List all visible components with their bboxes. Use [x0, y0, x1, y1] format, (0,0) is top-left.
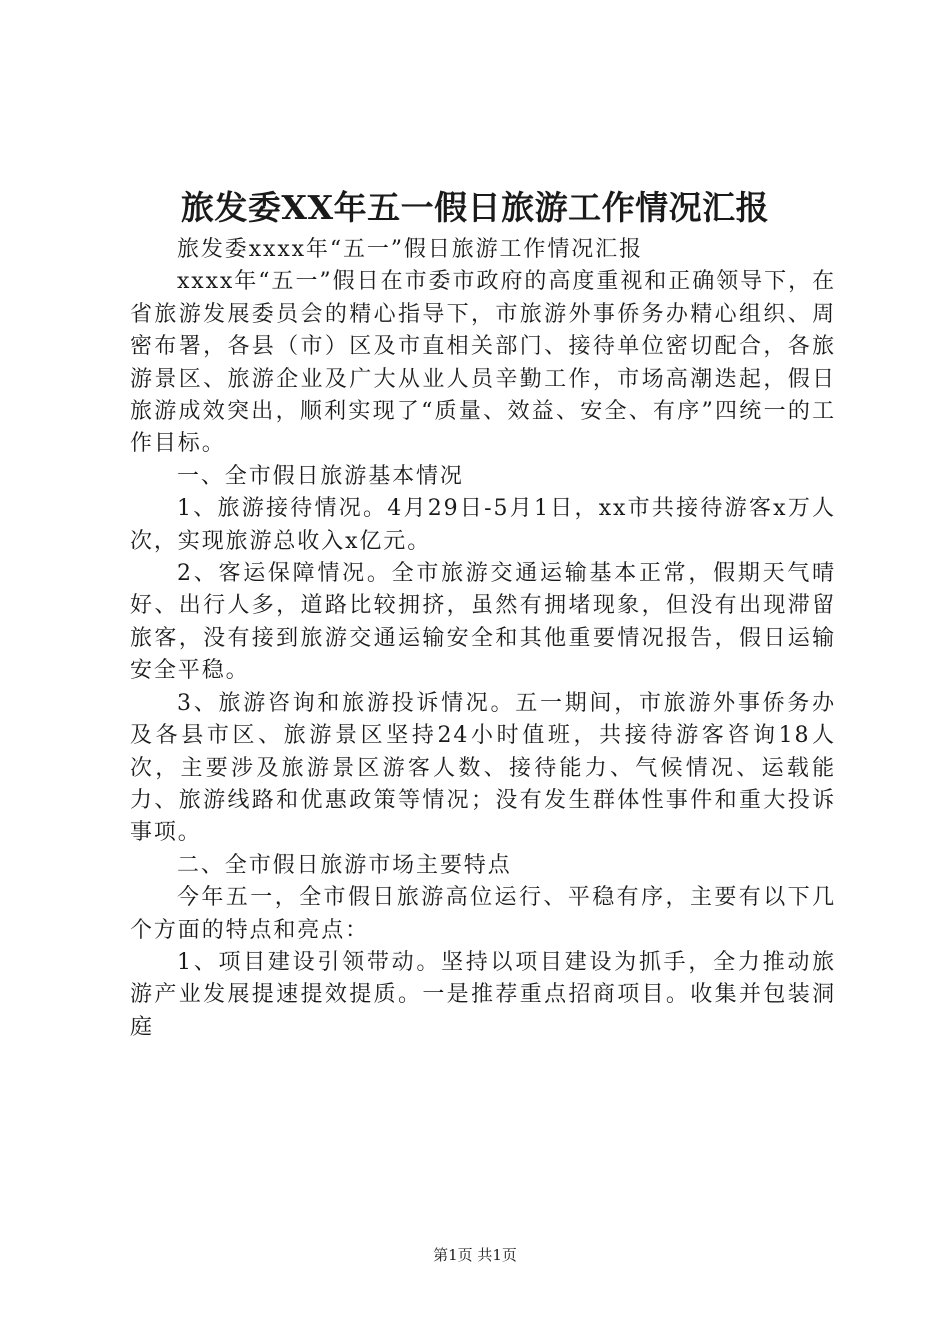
document-body — [130, 234, 836, 1044]
paragraph-subtitle: 旅发委xxxx年“五一”假日旅游工作情况汇报 — [177, 237, 643, 262]
section-heading-1: 一、全市假日旅游基本情况 — [177, 463, 464, 489]
paragraph-intro: xxxx年“五一”假日在市委市政府的高度重视和正确领导下，在省旅游发展委员会的精心指导下，市旅游外事侨务办精心组织、周密布署，各县（市）区及市直相关部门、接待单位密切配合，各旅游景区、旅游企业及广大从业人员辛勤工作，市场高潮迭起，假日旅游成效突出，顺利实现了“质量、效益、安全、有序”四统一的工作目标。 — [130, 269, 836, 457]
paragraph-transport: 2、客运保障情况。全市旅游交通运输基本正常，假期天气晴好、出行人多，道路比较拥挤，虽然有拥堵现象，但没有出现滞留旅客，没有接到旅游交通运输安全和其他重要情况报告，假日运输安全平稳。 — [130, 561, 836, 684]
document-title: 旅发委XX年五一假日旅游工作情况汇报 — [180, 188, 770, 227]
paragraph-features: 今年五一，全市假日旅游高位运行、平稳有序，主要有以下几个方面的特点和亮点： — [130, 885, 836, 943]
section-heading-2: 二、全市假日旅游市场主要特点 — [177, 852, 512, 878]
paragraph-projects: 1、项目建设引领带动。坚持以项目建设为抓手，全力推动旅游产业发展提速提效提质。一是推荐重点招商项目。收集并包装洞庭 — [130, 949, 836, 1040]
paragraph-reception: 1、旅游接待情况。4月29日-5月1日，xx市共接待游客x万人次，实现旅游总收入x亿元。 — [130, 496, 836, 554]
paragraph-consultation: 3、旅游咨询和旅游投诉情况。五一期间，市旅游外事侨务办及各县市区、旅游景区坚持24小时值班，共接待游客咨询18人次，主要涉及旅游景区游客人数、接待能力、气候情况、运载能力、旅游线路和优惠政策等情况；没有发生群体性事件和重大投诉事项。 — [130, 690, 836, 846]
page-footer: 第1页 共1页 — [433, 1246, 517, 1264]
